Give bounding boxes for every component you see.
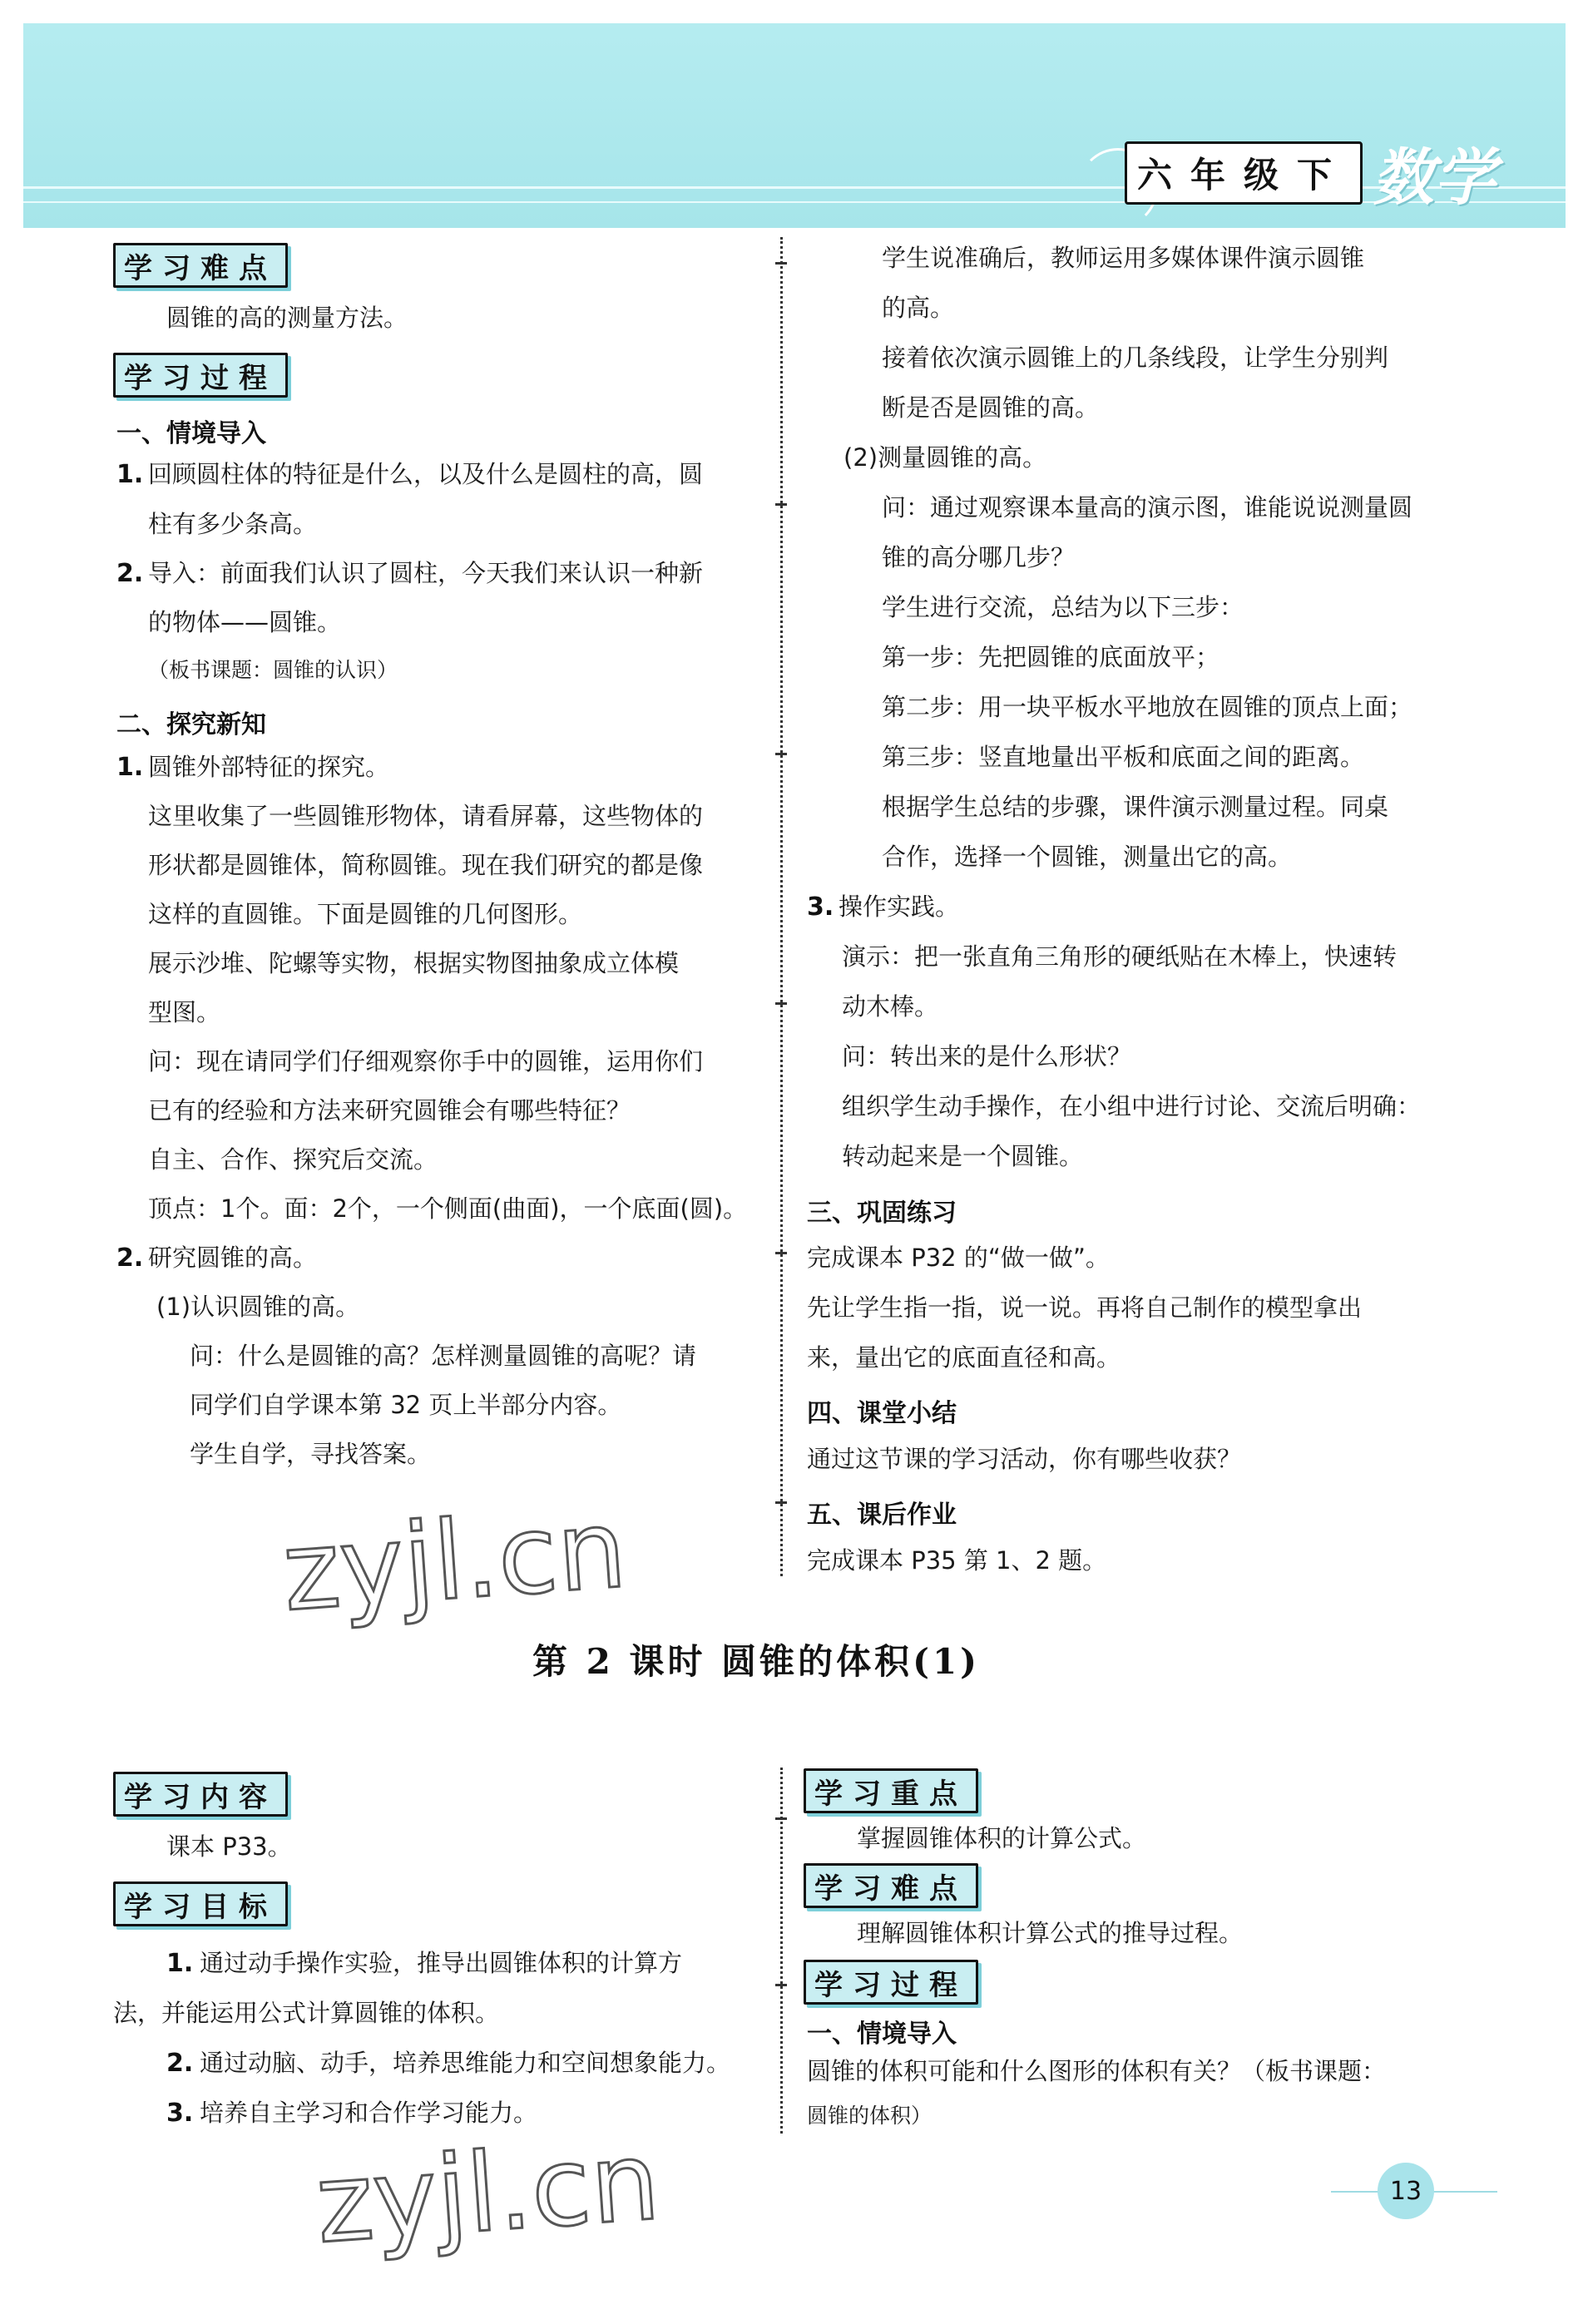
text-line: 学生自学，寻找答案。 [190,1440,432,1468]
text-line: 合作，选择一个圆锥，测量出它的高。 [882,843,1293,871]
lesson-title: 第 2 课时 圆锥的体积(1) [532,1641,981,1682]
text-line: 顶点：1个。面：2个，一个侧面(曲面)，一个底面(圆)。 [148,1194,748,1223]
text-line: 研究圆锥的高。 [148,1244,318,1272]
text-line: 通过这节课的学习活动，你有哪些收获？ [807,1445,1242,1473]
tag-learning-key: 学习重点 [804,1768,978,1813]
text-line: 先让学生指一指，说一说。再将自己制作的模型拿出 [807,1293,1363,1322]
text-line: 问：什么是圆锥的高？怎样测量圆锥的高呢？请 [190,1342,697,1370]
item-number: 3. [807,893,834,922]
text-line: 法，并能运用公式计算圆锥的体积。 [113,1999,500,2027]
column-divider [780,237,783,1576]
text-line: 自主、合作、探究后交流。 [148,1145,438,1174]
text-line: 导入：前面我们认识了圆柱，今天我们来认识一种新 [148,559,704,587]
text-line: 第二步：用一块平板水平地放在圆锥的顶点上面； [882,693,1413,721]
tag-learning-content: 学习内容 [113,1772,288,1817]
section-title: 三、巩固练习 [807,1199,957,1228]
watermark: zyjl.cn [312,2117,664,2268]
text-line: 培养自主学习和合作学习能力。 [200,2099,538,2127]
board-note: （板书课题：圆锥的认识） [148,658,398,682]
text-line: 操作实践。 [839,893,960,921]
text-line: 组织学生动手操作，在小组中进行讨论、交流后明确： [842,1092,1422,1120]
text-line: 柱有多少条高。 [148,510,318,538]
tag-learning-difficulty: 学习难点 [113,243,288,288]
watermark: zyjl.cn [279,1485,631,1636]
text-line: 第三步：竖直地量出平板和底面之间的距离。 [882,743,1365,771]
text-line: 断是否是圆锥的高。 [882,393,1100,422]
text-line: 的物体——圆锥。 [148,608,342,636]
page-number: 13 [1378,2163,1434,2219]
tag-learning-goal: 学习目标 [113,1881,288,1926]
text-line: 问：通过观察课本量高的演示图，谁能说说测量圆 [882,493,1413,522]
text-line: 学生说准确后，教师运用多媒体课件演示圆锥 [882,244,1365,272]
text-line: 锥的高分哪几步？ [882,543,1076,571]
section-title: 二、探究新知 [116,710,266,739]
section-title: 四、课堂小结 [807,1399,957,1428]
text-line: 学生进行交流，总结为以下三步： [882,593,1244,621]
text-line: (2)测量圆锥的高。 [843,443,1047,472]
text-line: 这样的直圆锥。下面是圆锥的几何图形。 [148,900,583,928]
item-number: 1. [116,753,144,782]
section-title: 一、情境导入 [116,419,266,448]
text-line: 的高。 [882,294,955,322]
text-line: 演示：把一张直角三角形的硬纸贴在木棒上，快速转 [842,942,1398,971]
text-line: 展示沙堆、陀螺等实物，根据实物图抽象成立体模 [148,949,680,977]
text-line: 圆锥的体积可能和什么图形的体积有关？（板书课题： [807,2057,1387,2085]
section-title: 五、课后作业 [807,1501,957,1530]
text-line: 第一步：先把圆锥的底面放平； [882,643,1220,671]
text-line: 这里收集了一些圆锥形物体，请看屏幕，这些物体的 [148,802,704,830]
text-line: 圆锥的体积） [807,2104,933,2128]
key-text: 掌握圆锥体积的计算公式。 [857,1824,1147,1852]
section-title: 一、情境导入 [807,2020,957,2049]
text-line: 完成课本 P32 的“做一做”。 [807,1244,1110,1272]
tag-learning-difficulty: 学习难点 [804,1863,978,1908]
column-divider [780,1768,783,2134]
difficulty-text: 理解圆锥体积计算公式的推导过程。 [857,1919,1244,1947]
text-line: 通过动手操作实验，推导出圆锥体积的计算方 [200,1949,683,1977]
text-line: 同学们自学课本第 32 页上半部分内容。 [190,1391,622,1419]
item-number: 3. [166,2099,194,2128]
item-number: 1. [116,460,144,489]
item-number: 2. [166,2049,194,2078]
text-line: 回顾圆柱体的特征是什么，以及什么是圆柱的高，圆 [148,460,704,488]
item-number: 2. [116,559,144,588]
text-line: 通过动脑、动手，培养思维能力和空间想象能力。 [200,2049,731,2077]
text-line: 问：转出来的是什么形状？ [842,1042,1132,1071]
text-line: (1)认识圆锥的高。 [156,1293,360,1321]
grade-label: 六年级下 [1136,155,1350,195]
grade-label-box [1125,141,1363,205]
text-line: 根据学生总结的步骤，课件演示测量过程。同桌 [882,793,1389,821]
tag-learning-process: 学习过程 [804,1960,978,2005]
text-line: 形状都是圆锥体，简称圆锥。现在我们研究的都是像 [148,851,704,879]
text-line: 来，量出它的底面直径和高。 [807,1343,1121,1372]
tag-learning-process: 学习过程 [113,353,288,398]
text-line: 接着依次演示圆锥上的几条线段，让学生分别判 [882,344,1389,372]
difficulty-text: 圆锥的高的测量方法。 [166,304,408,332]
item-number: 2. [116,1244,144,1273]
text-line: 圆锥外部特征的探究。 [148,753,390,781]
item-number: 1. [166,1949,194,1978]
text-line: 型图。 [148,998,221,1026]
text-line: 转动起来是一个圆锥。 [842,1142,1084,1170]
text-line: 问：现在请同学们仔细观察你手中的圆锥，运用你们 [148,1047,704,1075]
text-line: 完成课本 P35 第 1、2 题。 [807,1546,1107,1575]
content-text: 课本 P33。 [166,1832,292,1861]
text-line: 动木棒。 [842,992,939,1021]
text-line: 已有的经验和方法来研究圆锥会有哪些特征？ [148,1096,631,1125]
subject-label: 数学 [1373,142,1496,214]
